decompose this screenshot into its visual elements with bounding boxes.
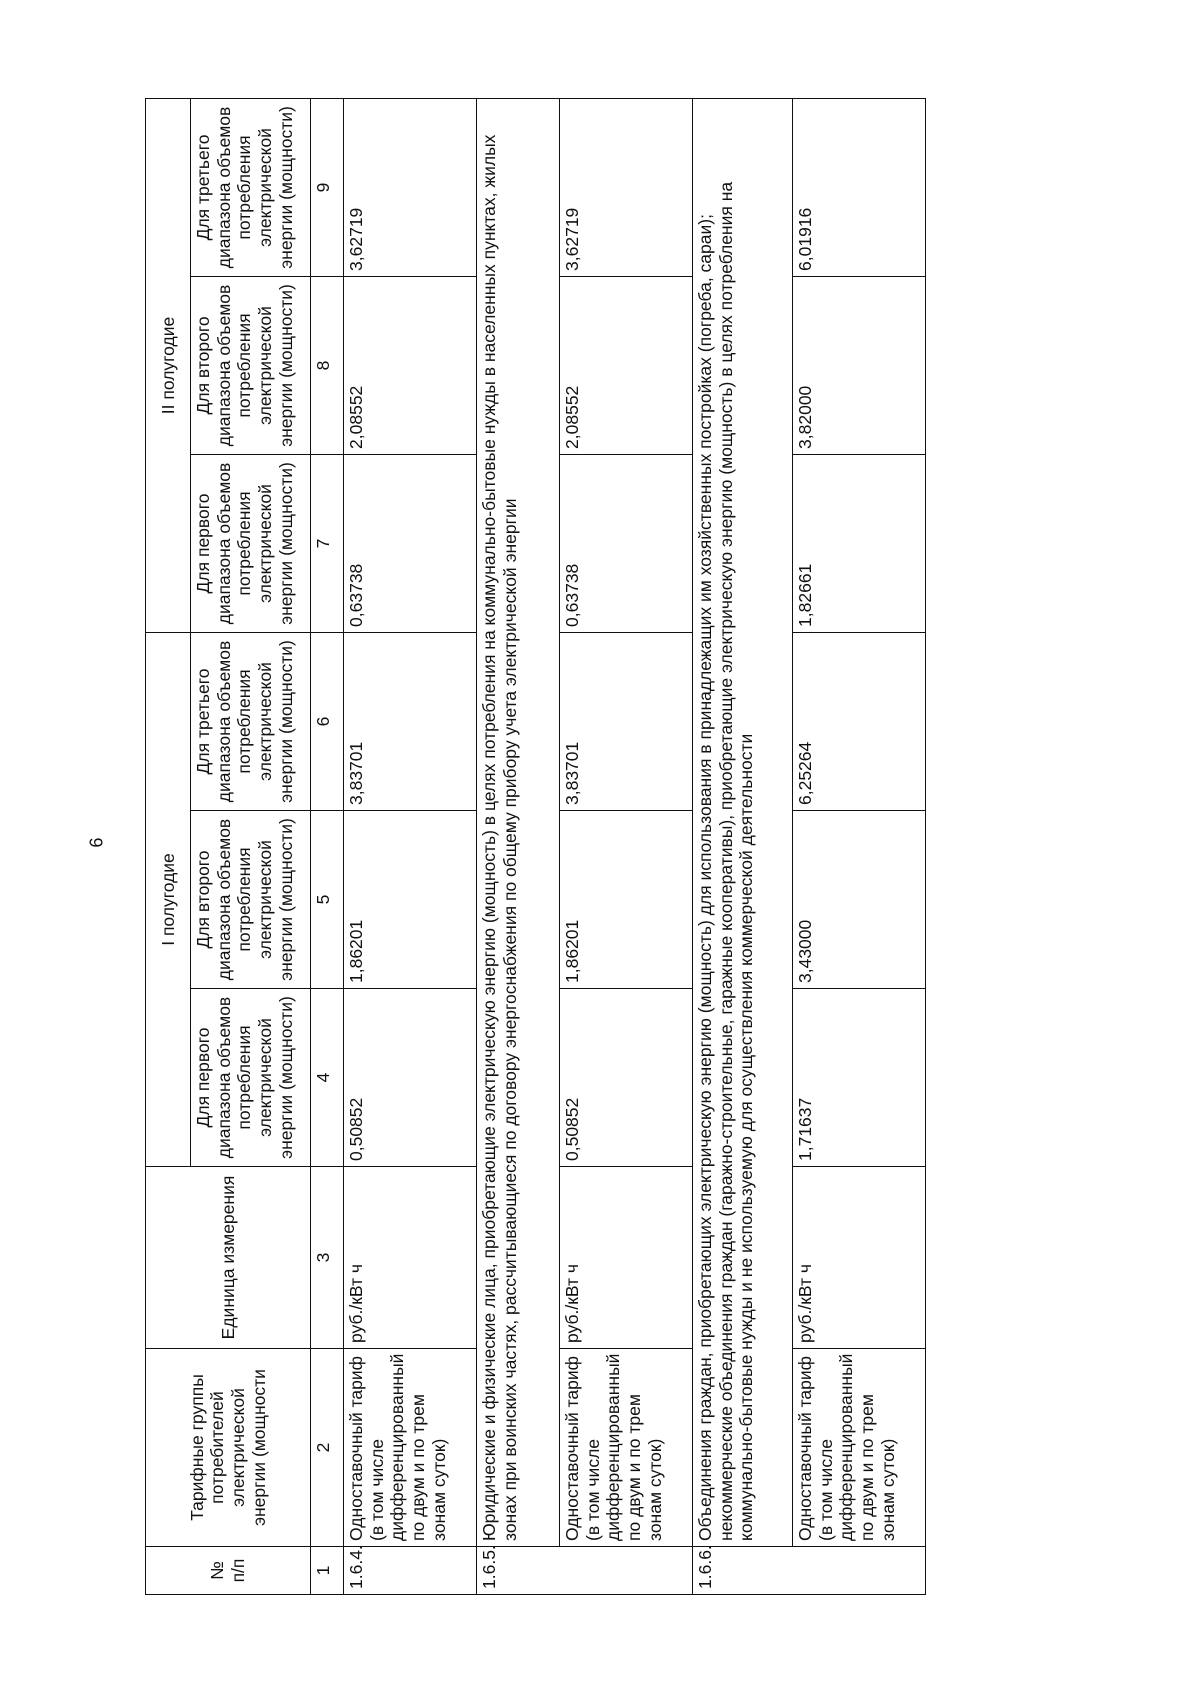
- value-cell: 6,01916: [793, 98, 926, 276]
- unit: руб./кВт ч: [560, 1167, 693, 1349]
- tariff-group: Одноставочный тариф (в том числе дифференцированный по двум и по трем зонам суток): [344, 1349, 477, 1547]
- table-row: [560, 98, 693, 1594]
- value-cell: 1,71637: [793, 989, 926, 1167]
- section-description: Юридические и физические лица, приобретающие электрическую энергию (мощность) в целях потребления на коммунально-бытовые нужды в населенных пунктах, жилых зонах при воинских частях, рассчитывающиеся по договору энергоснабжения по общему прибору учета электрической энергии: [477, 98, 560, 1546]
- row-number: 1.6.4.: [344, 1547, 477, 1595]
- header-num: № п/п: [146, 1547, 311, 1595]
- column-number: 3: [311, 1167, 344, 1349]
- unit: руб./кВт ч: [344, 1167, 477, 1349]
- column-number: 4: [311, 989, 344, 1167]
- rotated-table-wrapper: [145, 99, 1065, 1595]
- unit: руб./кВт ч: [793, 1167, 926, 1349]
- column-number-row: [311, 98, 344, 1594]
- value-cell: 6,25264: [793, 632, 926, 810]
- section-description: Объединения граждан, приобретающих электрическую энергию (мощность) для использования в принадлежащих им хозяйственных постройках (погреба, сараи); некоммерческие объединения граждан (гаражно-строительные, гаражные кооперативы), приобретающие электрическую энергию (мощность) в целях потребления на коммунально-бытовые нужды и не используемую для осуществления коммерческой деятельности: [693, 98, 793, 1546]
- section-row: [477, 98, 560, 1594]
- value-cell: 2,08552: [560, 276, 693, 454]
- value-cell: 3,62719: [344, 98, 477, 276]
- header-h2-range-3: Для третьего диапазона объемов потребления электрической энергии (мощности): [191, 98, 311, 276]
- header-row-1: [146, 98, 191, 1594]
- value-cell: 1,86201: [344, 811, 477, 989]
- header-h2-range-2: Для второго диапазона объемов потребления электрической энергии (мощности): [191, 276, 311, 454]
- value-cell: 0,63738: [560, 454, 693, 632]
- column-number: 8: [311, 276, 344, 454]
- table-row: [793, 98, 926, 1594]
- table-row: [344, 98, 477, 1594]
- column-number: 1: [311, 1547, 344, 1595]
- tariff-table: [145, 98, 926, 1595]
- value-cell: 1,82661: [793, 454, 926, 632]
- header-h1-range-2: Для второго диапазона объемов потребления электрической энергии (мощности): [191, 811, 311, 989]
- header-group: Тарифные группы потребителей электрической энергии (мощности: [146, 1349, 311, 1547]
- header-half-2: II полугодие: [146, 98, 191, 632]
- value-cell: 3,83701: [344, 632, 477, 810]
- tariff-group: Одноставочный тариф (в том числе дифференцированный по двум и по трем зонам суток): [560, 1349, 693, 1547]
- value-cell: 0,50852: [344, 989, 477, 1167]
- value-cell: 3,82000: [793, 276, 926, 454]
- value-cell: 3,83701: [560, 632, 693, 810]
- column-number: 9: [311, 98, 344, 276]
- column-number: 2: [311, 1349, 344, 1547]
- page-number: 9: [85, 837, 106, 848]
- value-cell: 3,62719: [560, 98, 693, 276]
- header-half-1: I полугодие: [146, 632, 191, 1166]
- value-cell: 0,63738: [344, 454, 477, 632]
- row-number: 1.6.6.: [693, 1547, 926, 1595]
- column-number: 5: [311, 811, 344, 989]
- row-number: 1.6.5.: [477, 1547, 693, 1595]
- value-cell: 2,08552: [344, 276, 477, 454]
- value-cell: 1,86201: [560, 811, 693, 989]
- section-row: [693, 98, 793, 1594]
- column-number: 6: [311, 632, 344, 810]
- header-h1-range-3: Для третьего диапазона объемов потребления электрической энергии (мощности): [191, 632, 311, 810]
- column-number: 7: [311, 454, 344, 632]
- tariff-group: Одноставочный тариф (в том числе дифференцированный по двум и по трем зонам суток): [793, 1349, 926, 1547]
- header-h2-range-1: Для первого диапазона объемов потребления электрической энергии (мощности): [191, 454, 311, 632]
- value-cell: 3,43000: [793, 811, 926, 989]
- value-cell: 0,50852: [560, 989, 693, 1167]
- header-h1-range-1: Для первого диапазона объемов потребления электрической энергии (мощности): [191, 989, 311, 1167]
- header-unit: Единица измерения: [146, 1167, 311, 1349]
